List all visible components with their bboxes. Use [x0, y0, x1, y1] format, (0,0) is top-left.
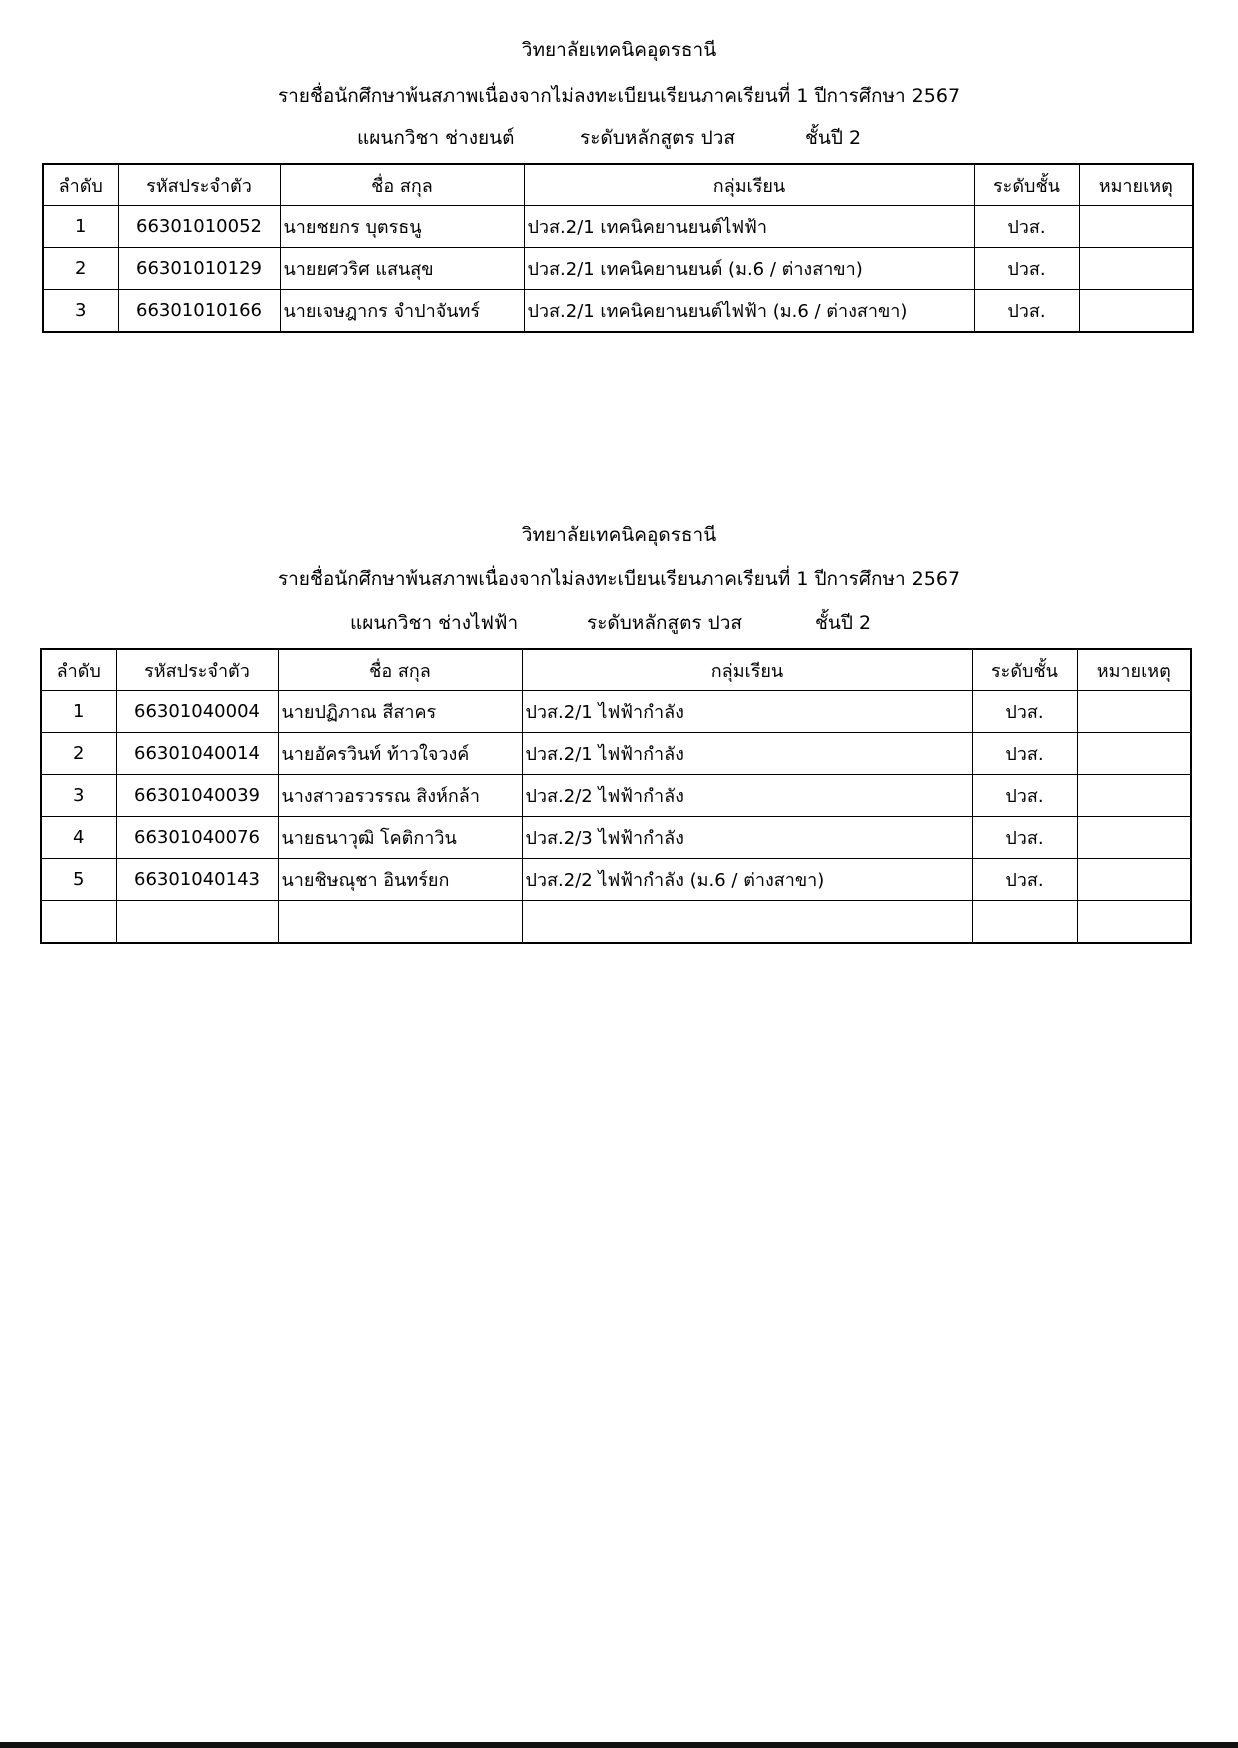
table-header-row — [41, 649, 1191, 691]
cell-group: ปวส.2/3 ไฟฟ้ากำลัง — [522, 817, 972, 859]
cell-no: 2 — [41, 733, 116, 775]
document-subtitle: รายชื่อนักศึกษาพ้นสภาพเนื่องจากไม่ลงทะเบียนเรียนภาคเรียนที่ 1 ปีการศึกษา 2567 — [277, 568, 961, 590]
table-header-row — [43, 164, 1193, 206]
table-row — [41, 733, 1191, 775]
cell-group: ปวส.2/2 ไฟฟ้ากำลัง (ม.6 / ต่างสาขา) — [522, 859, 972, 901]
year-label: ชั้นปี 2 — [815, 612, 872, 634]
cell-group: ปวส.2/1 เทคนิคยานยนต์ไฟฟ้า — [524, 206, 974, 248]
cell-note — [1079, 248, 1193, 290]
cell-id: 66301040014 — [116, 733, 278, 775]
header-id: รหัสประจำตัว — [118, 164, 280, 206]
cell-name — [278, 901, 522, 944]
cell-no: 1 — [41, 691, 116, 733]
cell-id: 66301040143 — [116, 859, 278, 901]
college-title: วิทยาลัยเทคนิคอุดรธานี — [521, 524, 717, 546]
cell-level: ปวส. — [972, 859, 1077, 901]
cell-level: ปวส. — [972, 691, 1077, 733]
table-row — [43, 206, 1193, 248]
student-table — [40, 648, 1192, 944]
cell-note — [1077, 817, 1191, 859]
header-name: ชื่อ สกุล — [278, 649, 522, 691]
header-group: กลุ่มเรียน — [522, 649, 972, 691]
scan-bottom-edge — [0, 1742, 1238, 1748]
cell-id: 66301010052 — [118, 206, 280, 248]
cell-note — [1079, 290, 1193, 333]
department-label: แผนกวิชา ช่างไฟฟ้า — [350, 612, 519, 634]
cell-level: ปวส. — [974, 248, 1079, 290]
cell-name: นายเจษฎากร จำปาจันทร์ — [280, 290, 524, 333]
cell-no: 5 — [41, 859, 116, 901]
cell-name: นายธนาวุฒิ โคติกาวิน — [278, 817, 522, 859]
cell-note — [1079, 206, 1193, 248]
cell-note — [1077, 859, 1191, 901]
cell-name: นายชยกร บุตรธนู — [280, 206, 524, 248]
table-row — [41, 859, 1191, 901]
course-level-label: ระดับหลักสูตร ปวส — [580, 127, 735, 149]
cell-group — [522, 901, 972, 944]
cell-no: 4 — [41, 817, 116, 859]
header-id: รหัสประจำตัว — [116, 649, 278, 691]
table-row — [43, 290, 1193, 333]
cell-no — [41, 901, 116, 944]
cell-no: 1 — [43, 206, 118, 248]
cell-name: นายชิษณุชา อินทร์ยก — [278, 859, 522, 901]
cell-id: 66301040039 — [116, 775, 278, 817]
cell-group: ปวส.2/1 ไฟฟ้ากำลัง — [522, 691, 972, 733]
cell-group: ปวส.2/2 ไฟฟ้ากำลัง — [522, 775, 972, 817]
cell-note — [1077, 691, 1191, 733]
cell-name: นายปฏิภาณ สีสาคร — [278, 691, 522, 733]
college-title: วิทยาลัยเทคนิคอุดรธานี — [521, 39, 717, 61]
table-row — [41, 817, 1191, 859]
table-row — [41, 691, 1191, 733]
table-row — [41, 775, 1191, 817]
table-row — [41, 901, 1191, 944]
cell-name: นางสาวอรวรรณ สิงห์กล้า — [278, 775, 522, 817]
cell-group: ปวส.2/1 เทคนิคยานยนต์ไฟฟ้า (ม.6 / ต่างสาขา) — [524, 290, 974, 333]
cell-note — [1077, 901, 1191, 944]
cell-name: นายยศวริศ แสนสุข — [280, 248, 524, 290]
cell-id: 66301010129 — [118, 248, 280, 290]
header-group: กลุ่มเรียน — [524, 164, 974, 206]
header-level: ระดับชั้น — [974, 164, 1079, 206]
header-level: ระดับชั้น — [972, 649, 1077, 691]
cell-name: นายอัครวินท์ ท้าวใจวงค์ — [278, 733, 522, 775]
cell-note — [1077, 775, 1191, 817]
cell-level: ปวส. — [974, 290, 1079, 333]
cell-id: 66301010166 — [118, 290, 280, 333]
document-subtitle: รายชื่อนักศึกษาพ้นสภาพเนื่องจากไม่ลงทะเบียนเรียนภาคเรียนที่ 1 ปีการศึกษา 2567 — [277, 85, 961, 107]
cell-group: ปวส.2/1 เทคนิคยานยนต์ (ม.6 / ต่างสาขา) — [524, 248, 974, 290]
year-label: ชั้นปี 2 — [805, 127, 862, 149]
cell-no: 3 — [41, 775, 116, 817]
cell-level: ปวส. — [974, 206, 1079, 248]
header-no: ลำดับ — [43, 164, 118, 206]
cell-no: 2 — [43, 248, 118, 290]
cell-no: 3 — [43, 290, 118, 333]
cell-id: 66301040076 — [116, 817, 278, 859]
table-row — [43, 248, 1193, 290]
cell-level: ปวส. — [972, 817, 1077, 859]
cell-id — [116, 901, 278, 944]
cell-level: ปวส. — [972, 733, 1077, 775]
cell-note — [1077, 733, 1191, 775]
cell-id: 66301040004 — [116, 691, 278, 733]
header-note: หมายเหตุ — [1077, 649, 1191, 691]
student-table — [42, 163, 1194, 333]
department-label: แผนกวิชา ช่างยนต์ — [357, 127, 515, 149]
cell-level — [972, 901, 1077, 944]
cell-level: ปวส. — [972, 775, 1077, 817]
header-name: ชื่อ สกุล — [280, 164, 524, 206]
header-no: ลำดับ — [41, 649, 116, 691]
header-note: หมายเหตุ — [1079, 164, 1193, 206]
course-level-label: ระดับหลักสูตร ปวส — [587, 612, 742, 634]
cell-group: ปวส.2/1 ไฟฟ้ากำลัง — [522, 733, 972, 775]
